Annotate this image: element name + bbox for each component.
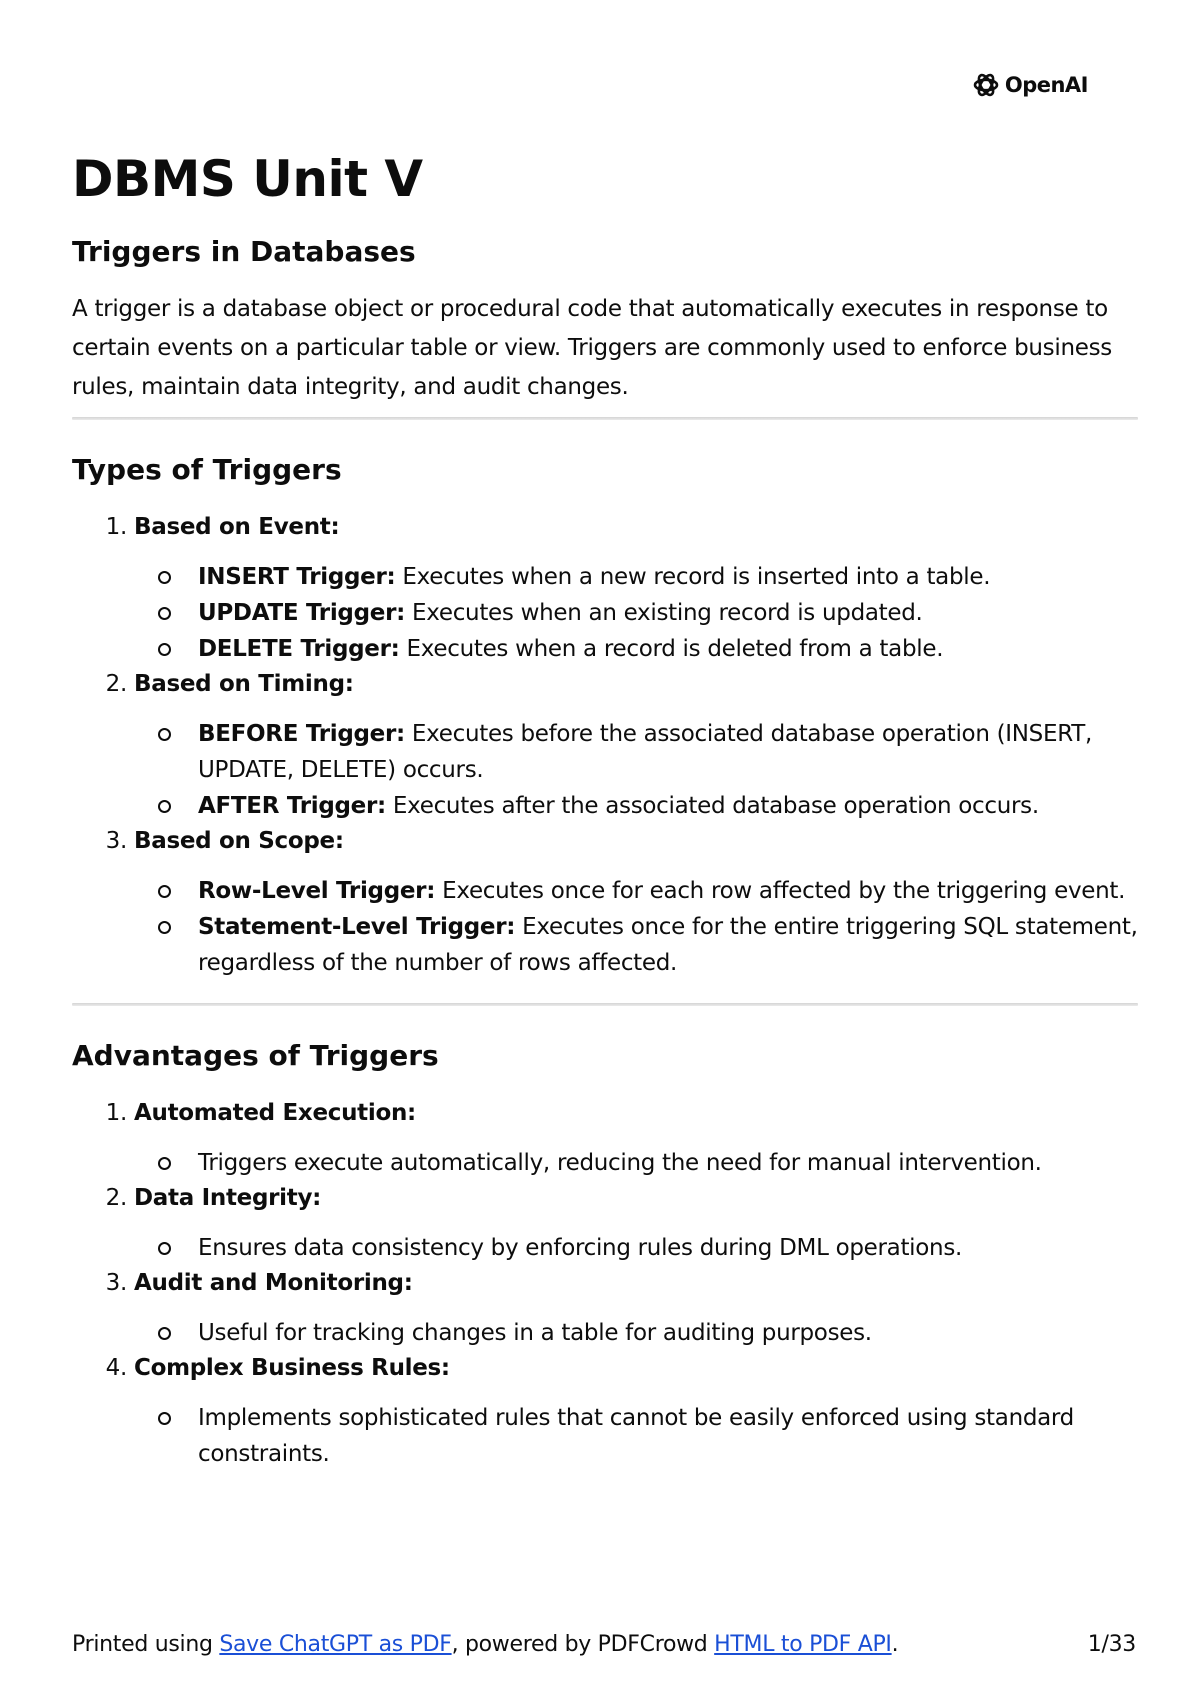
- page-footer: [72, 1632, 1136, 1657]
- list-item: Useful for tracking changes in a table for auditing purposes.: [158, 1315, 1138, 1351]
- list-item: [158, 595, 1138, 631]
- logo-text: OpenAI: [1004, 73, 1088, 97]
- description: Executes once for the entire triggering SQL statement, regardless of the number of rows affected.: [198, 914, 1138, 976]
- footer-middle: , powered by PDFCrowd: [451, 1632, 715, 1657]
- list-item: [134, 1266, 1138, 1351]
- term: Statement-Level Trigger:: [198, 914, 516, 940]
- footer-prefix: Printed using: [72, 1632, 220, 1657]
- document-body: [72, 140, 1138, 1472]
- sub-list: [134, 1145, 1138, 1181]
- list-item: [158, 909, 1138, 981]
- openai-logo-icon: [971, 70, 1001, 100]
- term: Row-Level Trigger:: [198, 878, 436, 904]
- advantages-heading: Advantages of Triggers: [72, 1039, 439, 1072]
- term: INSERT Trigger:: [198, 564, 396, 590]
- description: Executes when a new record is inserted into a table.: [395, 564, 991, 590]
- description: Executes when a record is deleted from a table.: [399, 636, 944, 662]
- intro-heading: Triggers in Databases: [72, 235, 416, 268]
- sub-list: [134, 1400, 1138, 1472]
- description: Executes when an existing record is updated.: [405, 600, 923, 626]
- list-item: [134, 824, 1138, 981]
- list-item: [158, 716, 1138, 788]
- group-label: Based on Scope:: [134, 828, 344, 854]
- list-item: [158, 631, 1138, 667]
- types-list: [72, 510, 1138, 981]
- list-item: Triggers execute automatically, reducing the need for manual intervention.: [158, 1145, 1138, 1181]
- group-label: Data Integrity:: [134, 1185, 322, 1211]
- list-item: [158, 788, 1138, 824]
- group-label: Complex Business Rules:: [134, 1355, 450, 1381]
- list-item: Implements sophisticated rules that cannot be easily enforced using standard constraints.: [158, 1400, 1138, 1472]
- term: UPDATE Trigger:: [198, 600, 406, 626]
- section-divider: [72, 417, 1138, 420]
- description: Executes after the associated database operation occurs.: [385, 793, 1039, 819]
- list-item: Ensures data consistency by enforcing rules during DML operations.: [158, 1230, 1138, 1266]
- sub-list: [134, 1315, 1138, 1351]
- page-number: 1/33: [1087, 1632, 1136, 1657]
- footer-credit: [72, 1632, 898, 1657]
- intro-paragraph: A trigger is a database object or procedural code that automatically executes in response to certain events on a particular table or view. Triggers are commonly used to enforce business rules, maintain data integrity, and audit changes.: [72, 296, 1112, 400]
- footer-suffix: .: [891, 1632, 899, 1657]
- term: BEFORE Trigger:: [198, 721, 405, 747]
- page-title: DBMS Unit V: [72, 150, 423, 208]
- list-item: [134, 1181, 1138, 1266]
- description: Executes once for each row affected by the triggering event.: [435, 878, 1126, 904]
- sub-list: [134, 1230, 1138, 1266]
- term: AFTER Trigger:: [198, 793, 386, 819]
- group-label: Automated Execution:: [134, 1100, 416, 1126]
- list-item: [134, 667, 1138, 824]
- advantages-list: [72, 1096, 1138, 1472]
- list-item: [134, 1096, 1138, 1181]
- group-label: Audit and Monitoring:: [134, 1270, 413, 1296]
- list-item: [134, 510, 1138, 667]
- sub-list: [134, 716, 1138, 824]
- list-item: [158, 873, 1138, 909]
- types-heading: Types of Triggers: [72, 453, 342, 486]
- list-item: [134, 1351, 1138, 1472]
- group-label: Based on Event:: [134, 514, 340, 540]
- description: Executes before the associated database operation (INSERT, UPDATE, DELETE) occurs.: [198, 721, 1092, 783]
- list-item: [158, 559, 1138, 595]
- section-divider: [72, 1003, 1138, 1006]
- openai-logo: [971, 70, 1088, 100]
- sub-list: [134, 559, 1138, 667]
- term: DELETE Trigger:: [198, 636, 400, 662]
- group-label: Based on Timing:: [134, 671, 354, 697]
- save-chatgpt-link[interactable]: Save ChatGPT as PDF: [219, 1632, 452, 1657]
- html-to-pdf-link[interactable]: HTML to PDF API: [714, 1632, 892, 1657]
- sub-list: [134, 873, 1138, 981]
